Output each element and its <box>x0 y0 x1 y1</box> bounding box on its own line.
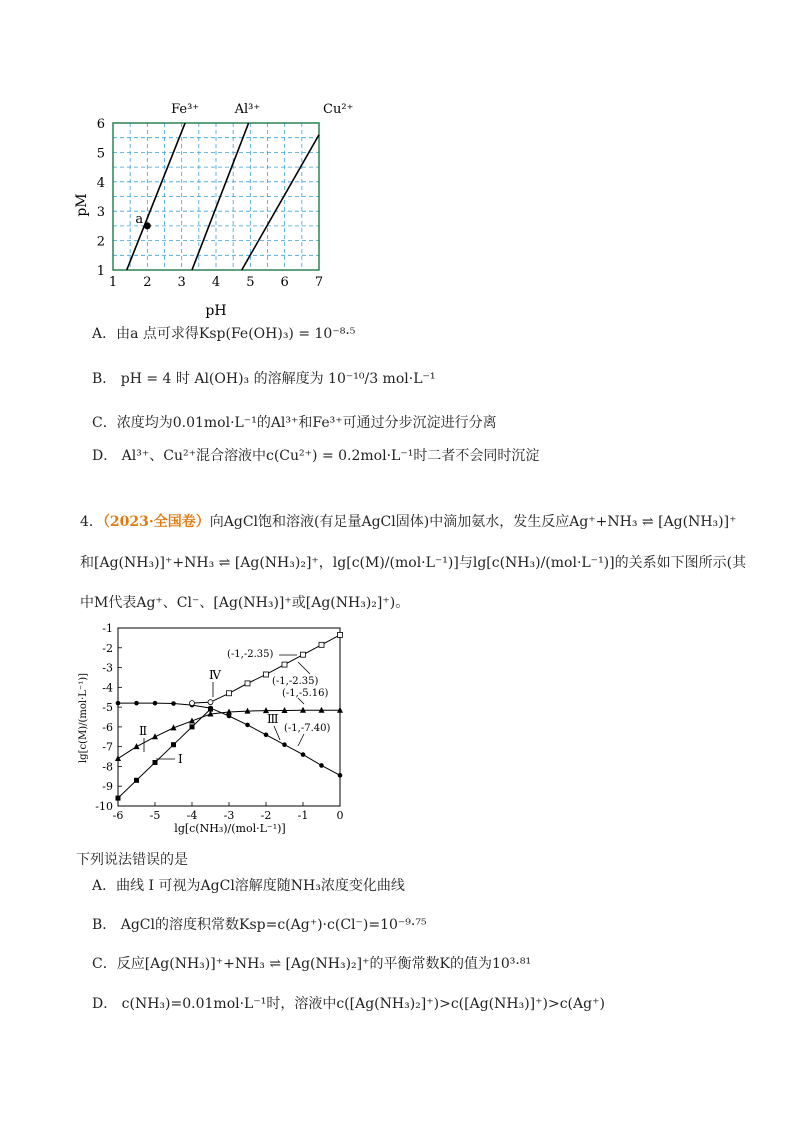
chart1-ytick: 3 <box>96 205 105 221</box>
chart2-xtick: -6 <box>112 809 124 822</box>
chart2-ytick: -6 <box>102 720 113 734</box>
chart2-ytick: -4 <box>102 681 113 695</box>
chart1-point-a <box>144 222 151 229</box>
q4-number: 4． <box>80 514 103 530</box>
chart1-ytick: 2 <box>96 234 105 250</box>
chart2-point-III <box>134 701 139 706</box>
chart2-point-III <box>301 752 306 757</box>
q3-option-b: B． pH = 4 时 Al(OH)₃ 的溶解度为 10⁻¹⁰/3 mol·L⁻¹ <box>92 371 436 387</box>
chart2-point-III <box>227 714 232 719</box>
chart2-point-I <box>190 724 195 729</box>
chart1-ytick: 5 <box>96 146 105 162</box>
chart2-xlabel: lg[c(NH₃)/(mol·L⁻¹)] <box>174 822 286 835</box>
chart1-series-label-2: Cu²⁺ <box>323 102 354 117</box>
chart2-point-III <box>245 723 250 728</box>
chart1-grid <box>113 123 319 270</box>
chart2-xtick: -3 <box>223 809 235 822</box>
chart2-xtick: -1 <box>297 809 309 822</box>
chart2-point-I <box>153 760 158 765</box>
chart2-point-II <box>115 755 121 761</box>
annotation-4: (-1,-7.40) <box>284 723 331 734</box>
chart2-point-I <box>171 742 176 747</box>
q4-stem-line2: 和[Ag(NH₃)]⁺+NH₃ ⇌ [Ag(NH₃)₂]⁺，lg[c(M)/(mol·L⁻¹)]与lg[c(NH₃)/(mol·L⁻¹)]的关系如下图所示(其 <box>80 555 747 571</box>
chart1-xtick: 5 <box>246 275 255 290</box>
q3-option-a: A．由a 点可求得Ksp(Fe(OH)₃) = 10⁻⁸·⁵ <box>92 326 356 342</box>
chart2-point-III <box>208 706 213 711</box>
chart2-point-III <box>116 701 121 706</box>
chart1-ytick: 1 <box>96 264 105 279</box>
chart2-point-IV <box>245 681 250 686</box>
chart2-point-I <box>116 796 121 801</box>
chart-ph-pm <box>72 95 362 320</box>
chart1-series-label-0: Fe³⁺ <box>171 102 200 117</box>
curve-label-1: Ⅰ <box>178 752 183 766</box>
chart1-xtick: 1 <box>108 275 118 290</box>
q4-option-d: D． c(NH₃)=0.01mol·L⁻¹时，溶液中c([Ag(NH₃)₂]⁺)>c([Ag(NH₃)]⁺)>c(Ag⁺) <box>92 996 605 1012</box>
curve-label-3: Ⅲ <box>267 712 279 726</box>
q4-option-b: B． AgCl的溶度积常数Ksp=c(Ag⁺)·c(Cl⁻)=10⁻⁹·⁷⁵ <box>92 917 427 933</box>
chart2-point-IV <box>338 632 343 637</box>
chart1-line-2 <box>242 135 319 270</box>
chart2-ticks <box>95 622 343 822</box>
chart1-ylabel: pM <box>74 193 90 217</box>
chart2-ytick: -9 <box>102 780 113 794</box>
chart2-xtick: 0 <box>336 809 344 822</box>
q4-source: （2023·全国卷） <box>102 514 210 530</box>
chart1-xtick: 7 <box>314 275 324 290</box>
annotation-1: (-1,-2.35) <box>227 649 274 660</box>
chart2-curve-0 <box>118 709 211 798</box>
chart2-point-IV <box>282 662 287 667</box>
chart1-xlabel: pH <box>205 303 227 319</box>
chart2-point-IV <box>319 642 324 647</box>
q4-stem-line3: 中M代表Ag⁺、Cl⁻、[Ag(NH₃)]⁺或[Ag(NH₃)₂]⁺)。 <box>80 595 410 611</box>
q3-option-d: D． Al³⁺、Cu²⁺混合溶液中c(Cu²⁺) = 0.2mol·L⁻¹时二者不会同时沉淀 <box>92 448 540 464</box>
chart2-point-III <box>282 742 287 747</box>
q4-option-c: C．反应[Ag(NH₃)]⁺+NH₃ ⇌ [Ag(NH₃)₂]⁺的平衡常数K的值为10³·⁸¹ <box>92 956 532 972</box>
chart2-ytick: -10 <box>95 800 113 813</box>
q4-prompt: 下列说法错误的是 <box>76 852 188 868</box>
chart2-point-IV <box>264 672 269 677</box>
q4-stem-line1 <box>80 511 737 531</box>
chart2-point-IV <box>227 691 232 696</box>
chart2-ylabel: lg[c(M)/(mol·L⁻¹)] <box>78 672 89 764</box>
chart2-point-I <box>134 778 139 783</box>
chart1-series-label-1: Al³⁺ <box>234 102 261 117</box>
chart2-ytick: -3 <box>102 661 113 675</box>
chart1-ticks <box>97 117 323 290</box>
chart2-ytick: -7 <box>102 740 113 754</box>
chart2-xtick: -5 <box>149 809 161 822</box>
annotation-3: (-1,-5.16) <box>282 688 329 699</box>
chart2-point-III <box>264 733 269 738</box>
chart1-xtick: 2 <box>143 275 152 290</box>
chart1-xtick: 4 <box>211 275 221 290</box>
q4-text1: 向AgCl饱和溶液(有足量AgCl固体)中滴加氨水，发生反应Ag⁺+NH₃ ⇌ [Ag(NH₃)]⁺ <box>209 514 737 530</box>
chart1-point-label: a <box>135 211 144 227</box>
chart2-point-IV <box>301 652 306 657</box>
chart2-ytick: -5 <box>102 701 113 715</box>
chart2-xtick: -4 <box>186 809 198 822</box>
chart2-point-III <box>171 701 176 706</box>
annotation-2: (-1,-2.35) <box>272 676 319 687</box>
chart2-ytick: -8 <box>102 760 113 774</box>
chart2-xtick: -2 <box>260 809 272 822</box>
chart2-point-III <box>338 773 343 778</box>
chart-lg-nh3 <box>72 618 372 840</box>
chart2-point-II <box>134 743 140 749</box>
chart1-xtick: 3 <box>177 275 186 290</box>
curve-label-2: Ⅱ <box>139 724 148 738</box>
chart2-point-II <box>300 707 306 713</box>
chart2-point-III <box>153 701 158 706</box>
chart1-xtick: 6 <box>280 275 289 290</box>
chart1-ytick: 4 <box>96 175 105 191</box>
q3-option-c: C．浓度均为0.01mol·L⁻¹的Al³⁺和Fe³⁺可通过分步沉淀进行分离 <box>92 415 497 431</box>
chart2-point-IV <box>190 701 195 706</box>
chart1-ytick: 6 <box>96 117 105 132</box>
chart2-ytick: -2 <box>102 641 113 655</box>
chart2-point-III <box>319 763 324 768</box>
q4-option-a: A．曲线 I 可视为AgCl溶解度随NH₃浓度变化曲线 <box>92 878 405 894</box>
chart2-ytick: -1 <box>102 622 113 635</box>
chart2-point-IV <box>208 700 213 705</box>
curve-label-4: Ⅳ <box>209 668 221 682</box>
